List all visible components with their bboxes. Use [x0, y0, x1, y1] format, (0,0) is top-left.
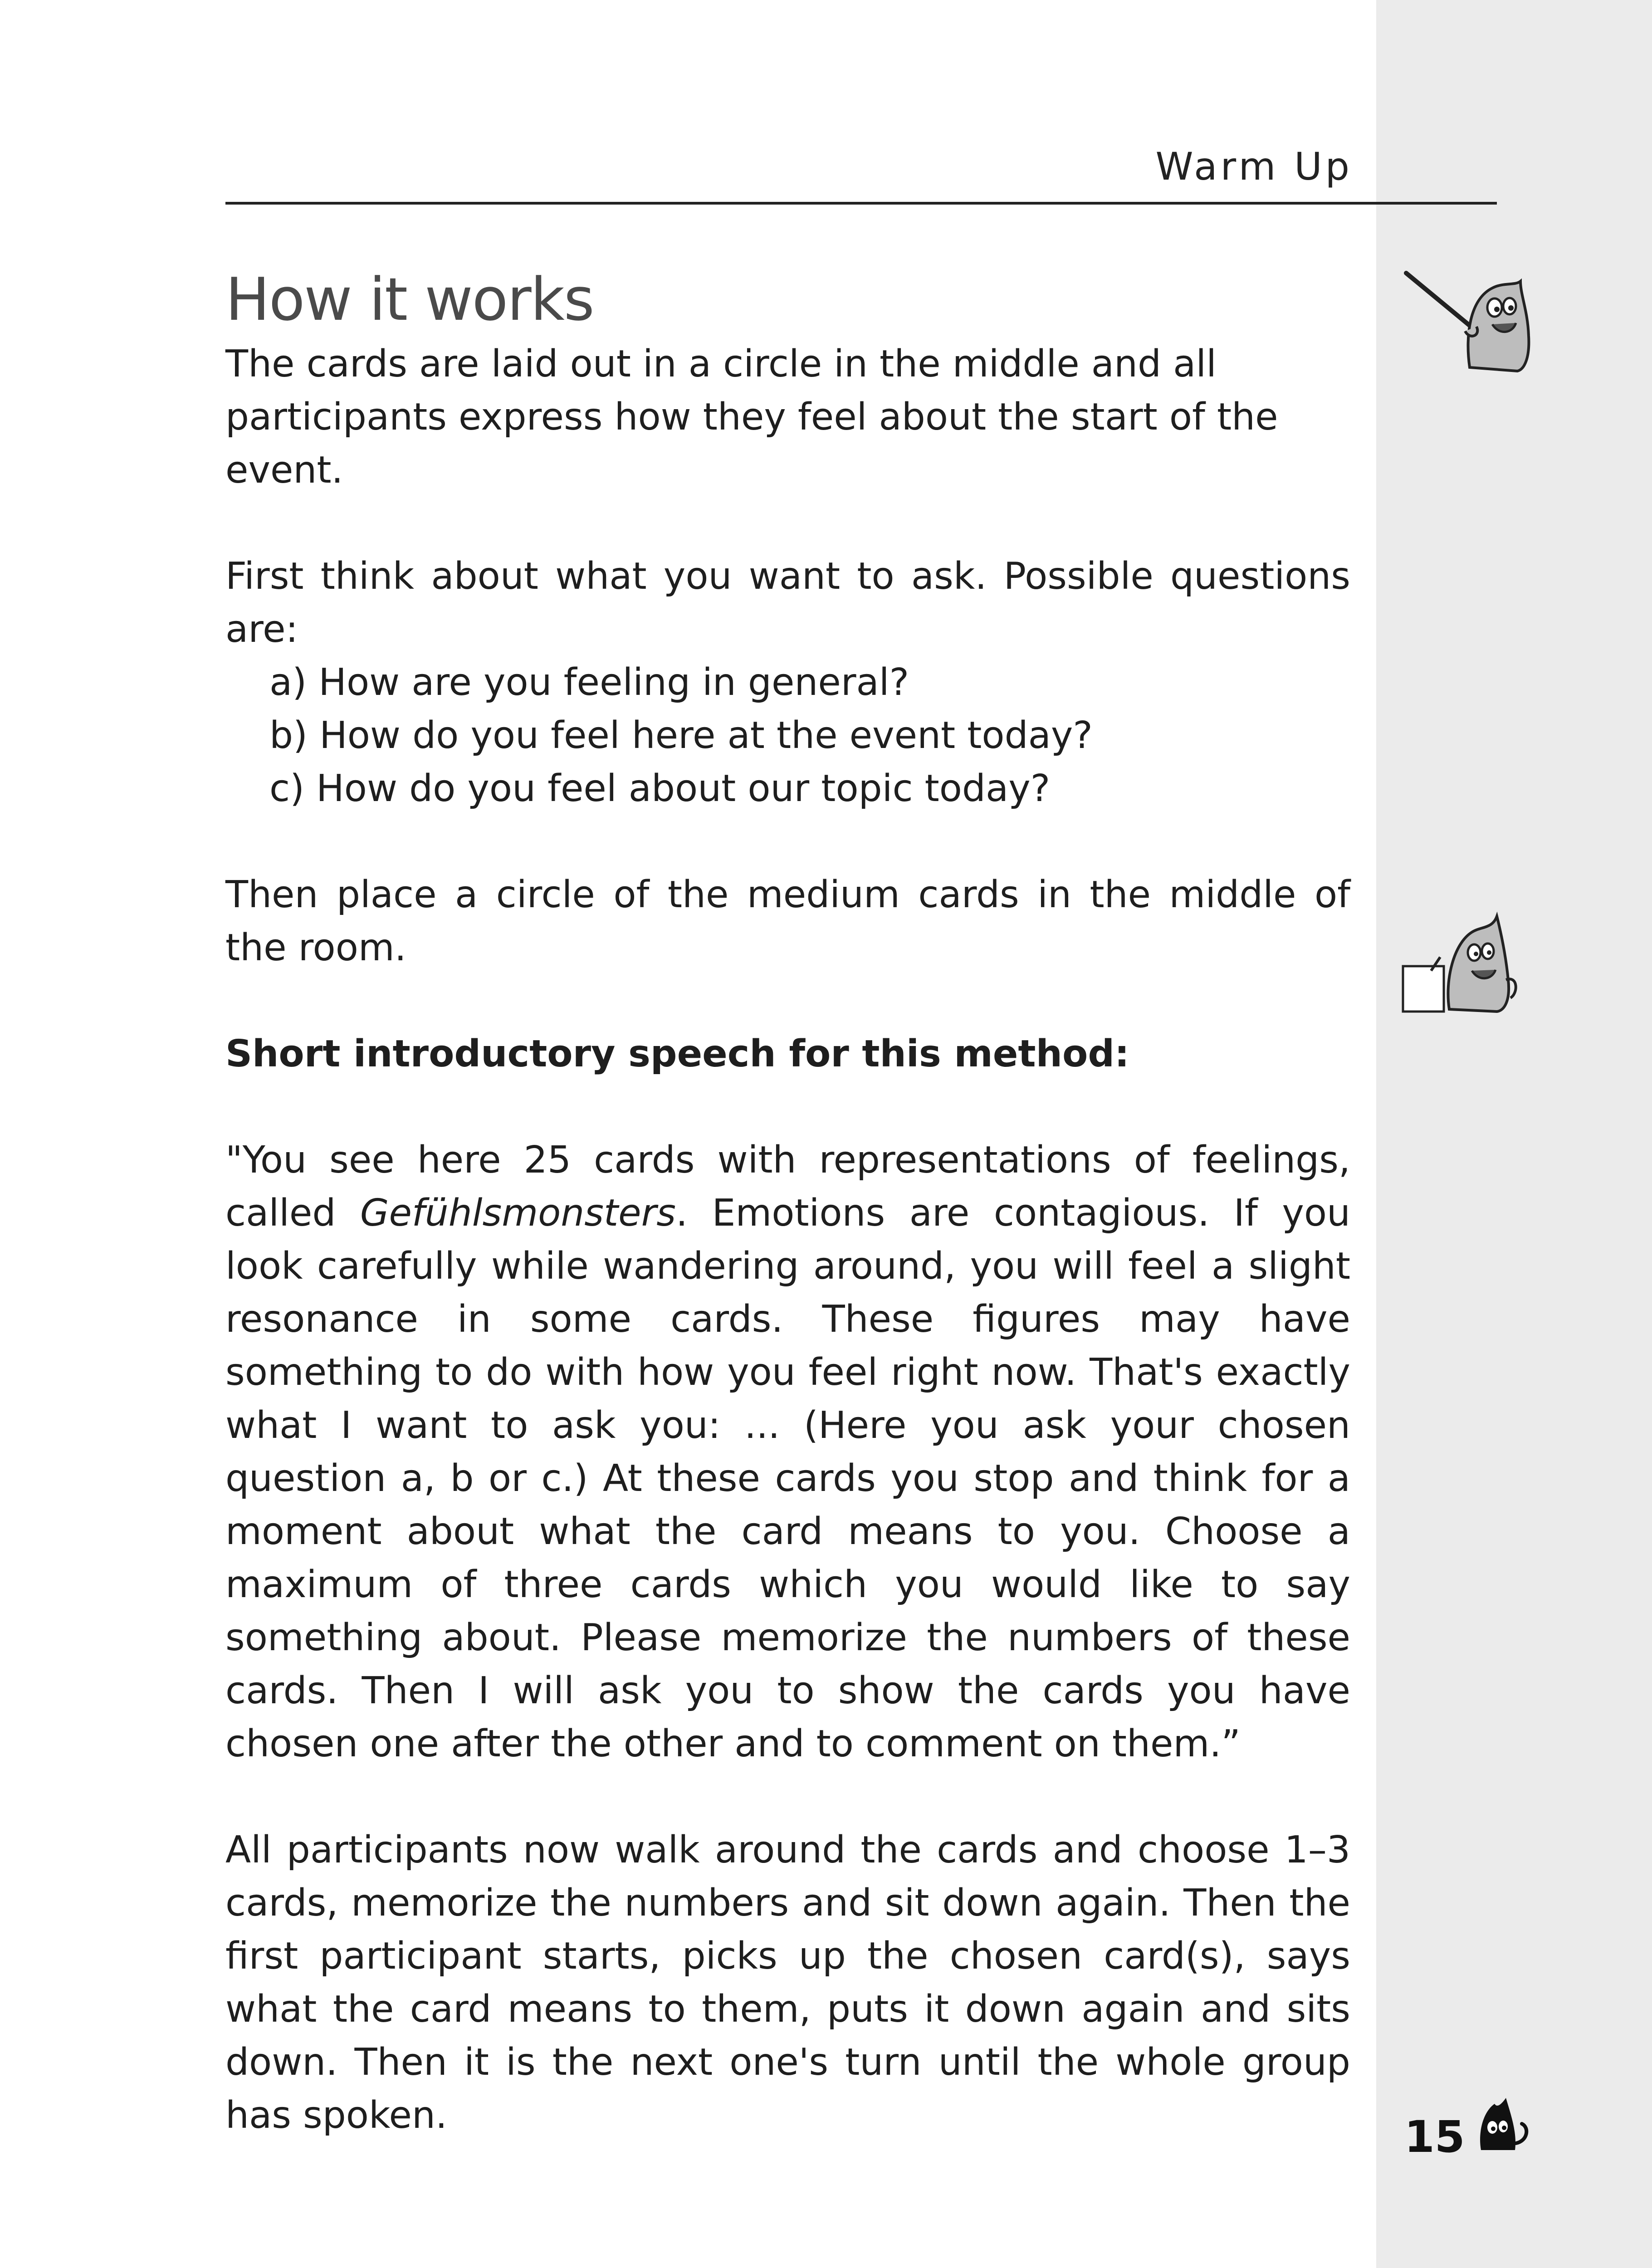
question-item: c) How do you feel about our topic today? — [269, 767, 1051, 810]
monster-logo-icon — [1474, 2096, 1533, 2155]
speech-text-1: "You see here 25 cards with representations of feelings, called — [225, 1139, 1350, 1235]
question-item: a) How are you feeling in general? — [269, 661, 909, 704]
main-content — [225, 263, 1350, 2195]
closing-paragraph: All participants now walk around the cards and choose 1–3 cards, memorize the numbers and sit down again. Then the first participant starts, picks up the chosen card(s), says what the card means to them, puts it down again and sits down. Then it is the next one's turn until the whole group has spoken. — [225, 1828, 1350, 2137]
placement-paragraph: Then place a circle of the medium cards in the middle of the room. — [225, 873, 1350, 969]
question-item: b) How do you feel here at the event today? — [269, 714, 1093, 757]
section-label: Warm Up — [1155, 144, 1353, 189]
speech-italic-term: Gefühlsmonsters — [360, 1192, 676, 1235]
page-number: 15 — [1404, 2112, 1465, 2162]
speech-text-2: . Emotions are contagious. If you look carefully while wandering around, you will feel a slight resonance in some cards. These figures may have something to do with how you feel right now. That's exactly what I want to ask you: ... (Here you ask your chosen question a, b or c.) At these cards you stop and think for a moment about what the card means to you. Choose a maximum of three cards which you would like to say something about. Please memorize the numbers of these cards. Then I will ask you to show the cards you have chosen one after the other and to comment on them.” — [225, 1192, 1350, 1765]
monster-presenter-icon — [1399, 907, 1526, 1016]
header-rule — [225, 202, 1497, 205]
page-title: How it works — [225, 265, 594, 334]
monster-pointer-icon — [1402, 268, 1533, 376]
speech-heading: Short introductory speech for this method: — [225, 1032, 1129, 1075]
speech-paragraph — [225, 1134, 1350, 1770]
intro-paragraph: The cards are laid out in a circle in the middle and all participants express how they feel about the start of the event. — [225, 342, 1278, 492]
question-list — [225, 656, 1350, 815]
questions-intro: First think about what you want to ask. Possible questions are: — [225, 555, 1350, 651]
